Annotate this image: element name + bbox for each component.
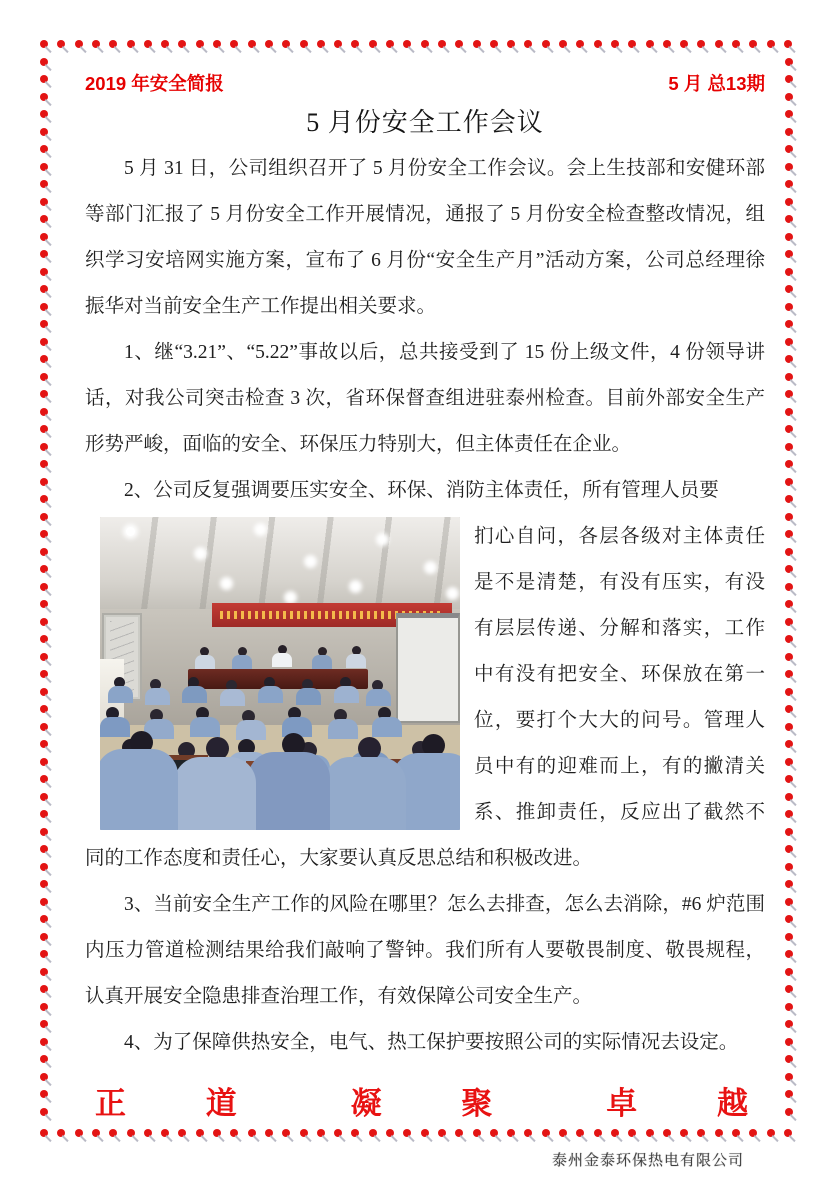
border-dot bbox=[785, 1003, 793, 1011]
border-dot bbox=[785, 215, 793, 223]
border-dot bbox=[369, 1129, 377, 1137]
border-dot bbox=[785, 583, 793, 591]
footer-char: 正 bbox=[95, 1086, 126, 1121]
border-dot bbox=[785, 968, 793, 976]
header-left-label: 2019 年安全简报 bbox=[85, 73, 224, 94]
border-dot bbox=[785, 408, 793, 416]
border-dot bbox=[57, 1129, 65, 1137]
border-dot bbox=[248, 1129, 256, 1137]
border-dot bbox=[40, 530, 48, 538]
border-dot bbox=[57, 40, 65, 48]
border-dot bbox=[40, 583, 48, 591]
border-dot bbox=[40, 478, 48, 486]
photo-audience-row1-shirts bbox=[108, 686, 133, 703]
border-dot bbox=[40, 688, 48, 696]
border-dot bbox=[576, 1129, 584, 1137]
border-dot bbox=[40, 373, 48, 381]
border-dot bbox=[785, 425, 793, 433]
paragraph-item2-line1: 2、公司反复强调要压实安全、环保、消防主体责任，所有管理人员要 bbox=[124, 480, 719, 501]
border-dot bbox=[785, 1038, 793, 1046]
border-dot bbox=[785, 1073, 793, 1081]
border-dot bbox=[40, 1038, 48, 1046]
border-dot bbox=[785, 513, 793, 521]
border-dot bbox=[542, 1129, 550, 1137]
border-dot bbox=[421, 1129, 429, 1137]
footer-slogan bbox=[95, 1078, 748, 1123]
photo-head-table-shirts bbox=[195, 655, 215, 669]
border-dot bbox=[386, 1129, 394, 1137]
border-dot bbox=[40, 810, 48, 818]
border-dot bbox=[40, 460, 48, 468]
photo-audience-row4-shirts bbox=[100, 749, 178, 830]
company-watermark: 泰州金泰环保热电有限公司 bbox=[552, 1152, 745, 1169]
paragraph-item2-wrap bbox=[85, 514, 765, 882]
border-dot bbox=[40, 898, 48, 906]
border-dot bbox=[40, 548, 48, 556]
border-dot bbox=[785, 390, 793, 398]
border-dot bbox=[732, 1129, 740, 1137]
border-dot bbox=[40, 845, 48, 853]
border-dot bbox=[282, 1129, 290, 1137]
border-dot bbox=[785, 1020, 793, 1028]
border-dot bbox=[40, 145, 48, 153]
paragraph-item4: 4、为了保障供热安全，电气、热工保护要按照公司的实际情况去设定。 bbox=[124, 1032, 739, 1053]
border-dot bbox=[785, 775, 793, 783]
border-dot bbox=[40, 303, 48, 311]
document-body bbox=[85, 146, 765, 1066]
border-dot bbox=[161, 1129, 169, 1137]
paragraph-item3: 3、当前安全生产工作的风险在哪里？怎么去排查，怎么去消除，#6 炉范围内压力管道检测结果给我们敲响了警钟。我们所有人要敬畏制度、敬畏规程，认真开展安全隐患排查治理工作，有效保障公司安全生产。 bbox=[85, 894, 765, 1007]
border-dot bbox=[785, 548, 793, 556]
border-dot bbox=[213, 1129, 221, 1137]
border-dot bbox=[785, 898, 793, 906]
border-dot bbox=[40, 950, 48, 958]
border-dot bbox=[40, 233, 48, 241]
border-dot bbox=[785, 880, 793, 888]
paragraph-intro: 5 月 31 日，公司组织召开了 5 月份安全工作会议。会上生技部和安健环部等部门汇报了 5 月份安全工作开展情况，通报了 5 月份安全检查整改情况，组织学习安培网实施方案，宣布了 6 月份“安全生产月”活动方案，公司总经理徐振华对当前安全生产工作提出相关要求。 bbox=[85, 158, 765, 317]
border-dot bbox=[785, 478, 793, 486]
photo-head-table bbox=[188, 669, 368, 689]
border-dot bbox=[40, 198, 48, 206]
border-dot bbox=[230, 1129, 238, 1137]
border-dot bbox=[785, 530, 793, 538]
border-dot bbox=[178, 1129, 186, 1137]
border-dot bbox=[40, 915, 48, 923]
border-dot bbox=[785, 565, 793, 573]
border-dot bbox=[490, 1129, 498, 1137]
border-dot bbox=[785, 933, 793, 941]
border-dot bbox=[785, 93, 793, 101]
border-dot bbox=[40, 163, 48, 171]
border-dot bbox=[785, 320, 793, 328]
border-dot bbox=[785, 233, 793, 241]
border-dot bbox=[40, 828, 48, 836]
border-dot bbox=[40, 355, 48, 363]
border-dot bbox=[40, 758, 48, 766]
border-dot bbox=[40, 1129, 48, 1137]
border-dot bbox=[75, 1129, 83, 1137]
border-dot bbox=[40, 1020, 48, 1028]
border-dot bbox=[646, 1129, 654, 1137]
border-dot bbox=[785, 758, 793, 766]
paragraph-item2-rest: 扪心自问，各层各级对主体责任是不是清楚，有没有压实，有没有层层传递、分解和落实，工作中有没有把安全、环保放在第一位，要打个大大的问号。管理人员中有的迎难而上，有的撇清关系、推卸责任，反应出了截然不同的工作态度和责任心，大家要认真反思总结和积极改进。 bbox=[85, 526, 765, 869]
border-dot bbox=[785, 863, 793, 871]
border-dot bbox=[40, 93, 48, 101]
border-dot bbox=[784, 1129, 792, 1137]
footer-char: 道 bbox=[205, 1086, 237, 1121]
border-dot bbox=[611, 1129, 619, 1137]
border-dot bbox=[334, 1129, 342, 1137]
border-dot bbox=[40, 723, 48, 731]
border-dot bbox=[785, 1090, 793, 1098]
border-dot bbox=[455, 1129, 463, 1137]
border-dot bbox=[785, 828, 793, 836]
border-dot bbox=[785, 145, 793, 153]
border-dot bbox=[785, 285, 793, 293]
border-dot bbox=[785, 793, 793, 801]
border-dot bbox=[785, 443, 793, 451]
border-dot bbox=[785, 110, 793, 118]
border-dot bbox=[438, 1129, 446, 1137]
border-dot bbox=[785, 338, 793, 346]
border-dot bbox=[40, 128, 48, 136]
border-dot bbox=[749, 1129, 757, 1137]
border-dot bbox=[40, 110, 48, 118]
border-dot bbox=[40, 670, 48, 678]
border-dot bbox=[40, 1003, 48, 1011]
border-dot bbox=[785, 635, 793, 643]
border-dot bbox=[144, 1129, 152, 1137]
border-dot bbox=[265, 1129, 273, 1137]
border-dot bbox=[40, 250, 48, 258]
border-dot bbox=[127, 1129, 135, 1137]
border-dot bbox=[680, 1129, 688, 1137]
border-dot bbox=[40, 215, 48, 223]
border-dot bbox=[785, 180, 793, 188]
footer-char: 卓 bbox=[606, 1086, 638, 1121]
border-dot bbox=[524, 1129, 532, 1137]
page-content bbox=[85, 40, 765, 1066]
footer-char: 凝 bbox=[350, 1086, 382, 1121]
border-dot bbox=[785, 198, 793, 206]
border-dot bbox=[75, 40, 83, 48]
border-dot bbox=[40, 40, 48, 48]
border-dot bbox=[300, 1129, 308, 1137]
border-dot bbox=[785, 128, 793, 136]
border-dot bbox=[109, 1129, 117, 1137]
border-dot bbox=[196, 1129, 204, 1137]
photo-audience-row2-shirts bbox=[100, 717, 130, 737]
page-title: 5 月份安全工作会议 bbox=[306, 108, 544, 137]
border-dot bbox=[785, 653, 793, 661]
border-dot bbox=[785, 75, 793, 83]
footer-char: 聚 bbox=[461, 1086, 493, 1121]
border-dot bbox=[40, 1073, 48, 1081]
border-dot bbox=[40, 513, 48, 521]
border-dot bbox=[40, 338, 48, 346]
photo-projection-screen bbox=[396, 613, 460, 723]
border-dot bbox=[785, 250, 793, 258]
border-dot bbox=[40, 1108, 48, 1116]
border-dot bbox=[767, 40, 775, 48]
border-dot bbox=[715, 1129, 723, 1137]
border-dot bbox=[785, 1108, 793, 1116]
border-dot bbox=[785, 845, 793, 853]
border-dot bbox=[40, 1090, 48, 1098]
border-dot bbox=[785, 985, 793, 993]
border-dot bbox=[594, 1129, 602, 1137]
border-dot bbox=[785, 58, 793, 66]
border-dot bbox=[785, 495, 793, 503]
border-dot bbox=[40, 565, 48, 573]
border-dot bbox=[40, 268, 48, 276]
header-right-label: 5 月 总13期 bbox=[668, 73, 765, 94]
border-dot bbox=[317, 1129, 325, 1137]
border-dot bbox=[785, 303, 793, 311]
border-dot bbox=[785, 355, 793, 363]
border-dot bbox=[785, 688, 793, 696]
border-dot bbox=[785, 950, 793, 958]
border-dot bbox=[785, 618, 793, 626]
border-dot bbox=[785, 460, 793, 468]
border-dot bbox=[40, 985, 48, 993]
border-dot bbox=[92, 1129, 100, 1137]
border-dot bbox=[40, 653, 48, 661]
border-dot bbox=[785, 915, 793, 923]
border-dot bbox=[785, 1055, 793, 1063]
border-dot bbox=[40, 635, 48, 643]
border-dot bbox=[40, 1055, 48, 1063]
border-dot bbox=[785, 373, 793, 381]
border-dot bbox=[785, 268, 793, 276]
border-dot bbox=[40, 425, 48, 433]
border-dot bbox=[767, 1129, 775, 1137]
border-dot bbox=[40, 968, 48, 976]
paragraph-item1: 1、继“3.21”、“5.22”事故以后，总共接受到了 15 份上级文件，4 份领导讲话，对我公司突击检查 3 次，省环保督查组进驻泰州检查。目前外部安全生产形势严峻，面临的安全、环保压力特别大，但主体责任在企业。 bbox=[85, 342, 765, 455]
border-dot bbox=[473, 1129, 481, 1137]
border-dot bbox=[40, 933, 48, 941]
border-dot bbox=[40, 600, 48, 608]
border-dot bbox=[785, 740, 793, 748]
border-dot bbox=[40, 863, 48, 871]
border-dot bbox=[785, 600, 793, 608]
border-dot bbox=[40, 705, 48, 713]
border-dot bbox=[40, 793, 48, 801]
border-dot bbox=[40, 320, 48, 328]
border-dot bbox=[785, 810, 793, 818]
border-dot bbox=[40, 740, 48, 748]
border-dot bbox=[40, 180, 48, 188]
border-dot bbox=[40, 880, 48, 888]
border-dot bbox=[785, 670, 793, 678]
border-dot bbox=[40, 618, 48, 626]
border-dot bbox=[40, 443, 48, 451]
border-dot bbox=[663, 1129, 671, 1137]
border-dot bbox=[403, 1129, 411, 1137]
photo-ceiling bbox=[100, 517, 460, 609]
border-dot bbox=[40, 285, 48, 293]
border-dot bbox=[784, 40, 792, 48]
meeting-photo bbox=[100, 517, 460, 830]
border-dot bbox=[785, 705, 793, 713]
border-dot bbox=[628, 1129, 636, 1137]
footer-char: 越 bbox=[716, 1086, 748, 1121]
border-dot bbox=[785, 163, 793, 171]
photo-ceiling-lights bbox=[126, 527, 135, 536]
border-dot bbox=[40, 390, 48, 398]
border-dot bbox=[785, 723, 793, 731]
border-dot bbox=[507, 1129, 515, 1137]
border-dot bbox=[40, 775, 48, 783]
page-header bbox=[85, 70, 765, 96]
border-dot bbox=[351, 1129, 359, 1137]
border-dot bbox=[40, 408, 48, 416]
border-dot bbox=[40, 75, 48, 83]
border-dot bbox=[40, 58, 48, 66]
border-dot bbox=[559, 1129, 567, 1137]
border-dot bbox=[40, 495, 48, 503]
border-dot bbox=[697, 1129, 705, 1137]
